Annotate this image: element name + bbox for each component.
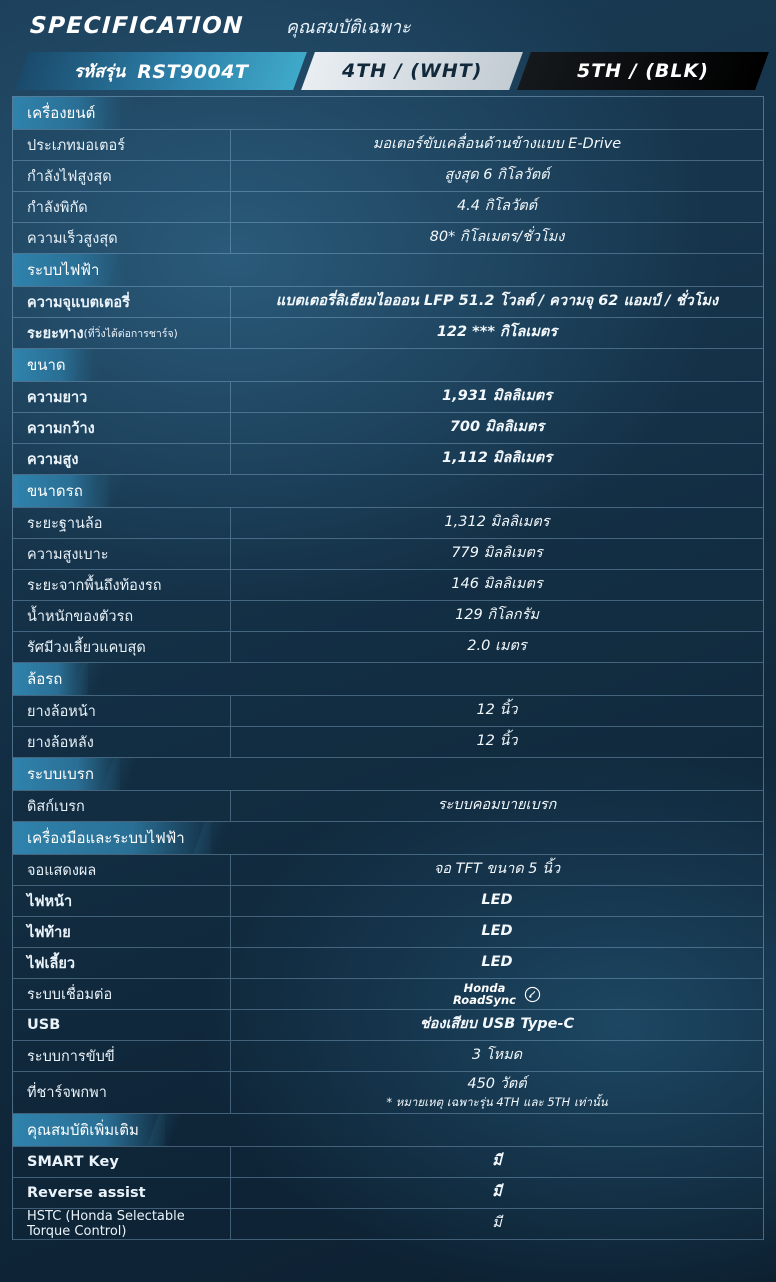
spec-label-text: ระบบการขับขี่ bbox=[27, 1048, 115, 1065]
spec-value-text: 1,112 มิลลิเมตร bbox=[442, 450, 552, 467]
spec-row bbox=[13, 1072, 763, 1114]
spec-row bbox=[13, 917, 763, 948]
spec-row bbox=[13, 192, 763, 223]
spec-value bbox=[231, 192, 763, 222]
spec-value-text: มี bbox=[492, 1215, 502, 1232]
bluetooth-link-icon bbox=[524, 986, 541, 1003]
spec-row bbox=[13, 855, 763, 886]
spec-label-text: ความกว้าง bbox=[27, 420, 95, 437]
section-title: เครื่องมือและระบบไฟฟ้า bbox=[13, 822, 211, 854]
spec-label bbox=[13, 1072, 231, 1113]
spec-value bbox=[231, 318, 763, 348]
tab-variant-4th[interactable] bbox=[301, 52, 523, 90]
spec-value bbox=[231, 444, 763, 474]
spec-label-text: ความสูงเบาะ bbox=[27, 546, 109, 563]
spec-label bbox=[13, 601, 231, 631]
spec-value-text: มอเตอร์ขับเคลื่อนด้านข้างแบบ E-Drive bbox=[372, 136, 622, 153]
spec-row bbox=[13, 413, 763, 444]
spec-value-text: LED bbox=[481, 923, 513, 940]
spec-row bbox=[13, 1178, 763, 1209]
spec-value bbox=[231, 287, 763, 317]
spec-value-text: 129 กิโลกรัม bbox=[455, 607, 539, 624]
spec-label bbox=[13, 1209, 231, 1239]
spec-label-text: Reverse assist bbox=[27, 1185, 146, 1202]
spec-value-text: 4.4 กิโลวัตต์ bbox=[456, 198, 538, 215]
spec-value-text: 450 วัตต์ bbox=[467, 1076, 527, 1093]
spec-value-text: 146 มิลลิเมตร bbox=[451, 576, 543, 593]
tab-variant-5th[interactable] bbox=[517, 52, 769, 90]
spec-row bbox=[13, 1041, 763, 1072]
spec-value-text: 2.0 เมตร bbox=[467, 638, 527, 655]
spec-row bbox=[13, 948, 763, 979]
spec-row bbox=[13, 979, 763, 1010]
spec-row bbox=[13, 1147, 763, 1178]
spec-label-text: ไฟเลี้ยว bbox=[27, 955, 76, 972]
spec-label bbox=[13, 917, 231, 947]
spec-label-text: ความจุแบตเตอรี่ bbox=[27, 294, 130, 311]
spec-label bbox=[13, 948, 231, 978]
spec-row bbox=[13, 1010, 763, 1041]
spec-value bbox=[231, 791, 763, 821]
spec-value bbox=[231, 632, 763, 662]
spec-value-text: 3 โหมด bbox=[471, 1047, 523, 1064]
roadsync-line2: RoadSync bbox=[453, 993, 516, 1008]
section-header-row bbox=[13, 349, 763, 382]
spec-value-text: 12 นิ้ว bbox=[476, 702, 518, 719]
section-header-row bbox=[13, 758, 763, 791]
spec-row bbox=[13, 886, 763, 917]
spec-value-text: สูงสุด 6 กิโลวัตต์ bbox=[444, 167, 550, 184]
spec-label bbox=[13, 1178, 231, 1208]
spec-label-text: กำลังไฟสูงสุด bbox=[27, 168, 112, 185]
spec-value bbox=[231, 855, 763, 885]
spec-row bbox=[13, 130, 763, 161]
spec-label bbox=[13, 161, 231, 191]
spec-label bbox=[13, 382, 231, 412]
spec-row bbox=[13, 696, 763, 727]
spec-value bbox=[231, 570, 763, 600]
spec-value bbox=[231, 223, 763, 253]
spec-row bbox=[13, 539, 763, 570]
spec-label bbox=[13, 855, 231, 885]
spec-label-text: ระบบเชื่อมต่อ bbox=[27, 986, 113, 1003]
spec-label-text: SMART Key bbox=[27, 1154, 119, 1171]
spec-label-text: ระยะทาง bbox=[27, 325, 84, 342]
spec-value-text: 12 นิ้ว bbox=[476, 733, 518, 750]
tab-variant-5th-label: 5TH / (BLK) bbox=[577, 60, 709, 82]
spec-row bbox=[13, 791, 763, 822]
spec-label bbox=[13, 508, 231, 538]
spec-value-text: 700 มิลลิเมตร bbox=[449, 419, 545, 436]
spec-row bbox=[13, 570, 763, 601]
spec-label bbox=[13, 570, 231, 600]
page-title-en: SPECIFICATION bbox=[29, 13, 245, 39]
spec-row bbox=[13, 508, 763, 539]
spec-label-text: ความยาว bbox=[27, 389, 88, 406]
spec-value bbox=[231, 1072, 763, 1113]
section-title: ระบบไฟฟ้า bbox=[13, 254, 125, 286]
spec-label-text: ยางล้อหน้า bbox=[27, 703, 96, 720]
spec-label-text: ประเภทมอเตอร์ bbox=[27, 137, 125, 154]
tab-variant-4th-label: 4TH / (WHT) bbox=[341, 60, 483, 82]
spec-value bbox=[231, 539, 763, 569]
spec-value-text: ช่องเสียบ USB Type-C bbox=[419, 1016, 575, 1033]
roadsync-brand bbox=[453, 982, 541, 1006]
spec-label bbox=[13, 791, 231, 821]
page-title-th: คุณสมบัติเฉพาะ bbox=[285, 16, 411, 38]
spec-row bbox=[13, 318, 763, 349]
spec-value-text: ระบบคอมบายเบรก bbox=[437, 797, 557, 814]
spec-label-text: ระยะฐานล้อ bbox=[27, 515, 103, 532]
spec-label-text: ความสูง bbox=[27, 451, 79, 468]
roadsync-text bbox=[453, 982, 516, 1006]
spec-value bbox=[231, 413, 763, 443]
tab-model-value: RST9004T bbox=[137, 60, 249, 82]
spec-value-text: LED bbox=[481, 954, 513, 971]
section-header-row bbox=[13, 663, 763, 696]
spec-row bbox=[13, 632, 763, 663]
spec-value-text: 1,931 มิลลิเมตร bbox=[442, 388, 552, 405]
spec-value bbox=[231, 1041, 763, 1071]
spec-label bbox=[13, 1041, 231, 1071]
spec-value bbox=[231, 948, 763, 978]
section-header-row bbox=[13, 1114, 763, 1147]
spec-label bbox=[13, 979, 231, 1009]
section-header-row bbox=[13, 475, 763, 508]
spec-label bbox=[13, 886, 231, 916]
spec-value-text: จอ TFT ขนาด 5 นิ้ว bbox=[433, 861, 561, 878]
spec-row bbox=[13, 1209, 763, 1240]
section-header-row bbox=[13, 822, 763, 855]
spec-label-text: ความเร็วสูงสุด bbox=[27, 230, 118, 247]
spec-row bbox=[13, 444, 763, 475]
spec-label-text: ไฟหน้า bbox=[27, 893, 73, 910]
spec-row bbox=[13, 287, 763, 318]
section-header-row bbox=[13, 254, 763, 287]
spec-row bbox=[13, 601, 763, 632]
spec-row bbox=[13, 161, 763, 192]
spec-label-text: กำลังพิกัด bbox=[27, 199, 88, 216]
section-title: ขนาดรถ bbox=[13, 475, 109, 507]
spec-label-text: รัศมีวงเลี้ยวแคบสุด bbox=[27, 639, 146, 656]
spec-row bbox=[13, 223, 763, 254]
spec-value bbox=[231, 382, 763, 412]
model-tabs bbox=[12, 52, 764, 90]
spec-value-note: * หมายเหตุ เฉพาะรุ่น 4TH และ 5TH เท่านั้น bbox=[386, 1094, 608, 1109]
spec-label-text: USB bbox=[27, 1017, 61, 1034]
tab-model-label: รหัสรุ่น bbox=[73, 61, 126, 82]
spec-value bbox=[231, 1209, 763, 1239]
page-header bbox=[0, 0, 776, 52]
spec-value bbox=[231, 1178, 763, 1208]
spec-value-text: 80* กิโลเมตร/ชั่วโมง bbox=[429, 229, 565, 246]
spec-value-text: มี bbox=[492, 1153, 502, 1170]
spec-value bbox=[231, 130, 763, 160]
spec-label-text: ไฟท้าย bbox=[27, 924, 71, 941]
section-title: เครื่องยนต์ bbox=[13, 97, 121, 129]
section-title: ขนาด bbox=[13, 349, 92, 381]
spec-value-text: LED bbox=[481, 892, 513, 909]
spec-table bbox=[12, 96, 764, 1240]
spec-label bbox=[13, 727, 231, 757]
spec-row bbox=[13, 382, 763, 413]
spec-value bbox=[231, 508, 763, 538]
spec-label bbox=[13, 1010, 231, 1040]
spec-label bbox=[13, 632, 231, 662]
spec-label bbox=[13, 130, 231, 160]
spec-label-text: ยางล้อหลัง bbox=[27, 734, 94, 751]
spec-label bbox=[13, 287, 231, 317]
spec-value bbox=[231, 886, 763, 916]
spec-value-text: 1,312 มิลลิเมตร bbox=[444, 514, 550, 531]
section-header-row bbox=[13, 97, 763, 130]
section-title: คุณสมบัติเพิ่มเติม bbox=[13, 1114, 165, 1146]
spec-value bbox=[231, 727, 763, 757]
spec-label-text: ที่ชาร์จพกพา bbox=[27, 1085, 107, 1102]
spec-value-text: มี bbox=[492, 1184, 502, 1201]
spec-value-text: 779 มิลลิเมตร bbox=[451, 545, 543, 562]
spec-label-text: จอแสดงผล bbox=[27, 862, 97, 879]
spec-label-text: ระยะจากพื้นถึงท้องรถ bbox=[27, 577, 162, 594]
spec-value bbox=[231, 917, 763, 947]
spec-label bbox=[13, 192, 231, 222]
roadsync-line1: Honda bbox=[463, 981, 506, 995]
spec-value bbox=[231, 1147, 763, 1177]
spec-value-text: แบตเตอรี่ลิเธียมไอออน LFP 51.2 โวลต์ / ความจุ 62 แอมป์ / ชั่วโมง bbox=[275, 293, 719, 310]
spec-label-text: ดิสก์เบรก bbox=[27, 798, 85, 815]
spec-value bbox=[231, 601, 763, 631]
tab-model-code[interactable] bbox=[15, 52, 307, 90]
section-title: ล้อรถ bbox=[13, 663, 88, 695]
spec-value-text: 122 *** กิโลเมตร bbox=[436, 324, 558, 341]
spec-value bbox=[231, 161, 763, 191]
section-title: ระบบเบรก bbox=[13, 758, 120, 790]
spec-label bbox=[13, 318, 231, 348]
spec-row bbox=[13, 727, 763, 758]
spec-value bbox=[231, 1010, 763, 1040]
spec-label bbox=[13, 539, 231, 569]
spec-value bbox=[231, 696, 763, 726]
spec-label bbox=[13, 696, 231, 726]
spec-label bbox=[13, 223, 231, 253]
spec-label-text: HSTC (Honda Selectable Torque Control) bbox=[27, 1209, 185, 1240]
spec-label bbox=[13, 413, 231, 443]
spec-label-sub: (ที่วิ่งได้ต่อการชาร์จ) bbox=[83, 327, 178, 340]
spec-label bbox=[13, 1147, 231, 1177]
spec-label-text: น้ำหนักของตัวรถ bbox=[27, 608, 134, 625]
spec-value bbox=[231, 979, 763, 1009]
spec-label bbox=[13, 444, 231, 474]
